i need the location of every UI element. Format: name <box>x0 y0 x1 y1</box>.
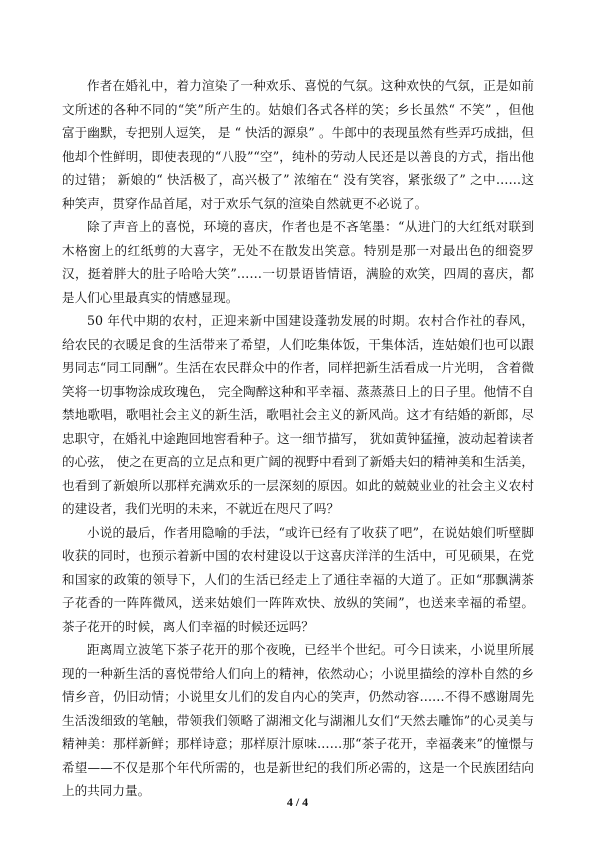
body-text <box>62 74 534 803</box>
paragraph-5: 距离周立波笔下茶子花开的那个夜晚，已经半个世纪。可今日读来，小说里所展现的一种新生活的喜悦带给人们向上的精神，依然动心；小说里描绘的淳朴自然的乡情乡音，仍旧动情；小说里女儿们的发自内心的笑声，仍然动容……不得不感谢周先生活泼细致的笔触，带领我们领略了湖湘文化与湖湘儿女们“天然去雕饰”的心灵美与精神美：那样新鲜；那样诗意；那样原汁原味……那“茶子花开，幸福袭来”的憧憬与希望——不仅是那个年代所需的，也是新世纪的我们所必需的，这是一个民族团结向上的共同力量。 <box>62 642 534 798</box>
page-number: 4 / 4 <box>286 795 309 809</box>
paragraph-4: 小说的最后，作者用隐喻的手法，“或许已经有了收获了吧”，在说姑娘们听壁脚收获的同时，也预示着新中国的农村建设以于这喜庆洋洋的生活中，可见硕果，在党和国家的政策的领导下，人们的生活已经走上了通往幸福的大道了。正如“那飘满茶子花香的一阵阵微风，送来姑娘们一阵阵欢快、放纵的笑闹”，也送来幸福的希望。茶子花开的时候，离人们幸福的时候还远吗？ <box>62 524 534 634</box>
paragraph-2: 除了声音上的喜悦，环境的喜庆，作者也是不吝笔墨：“从进门的大红纸对联到木格窗上的红纸剪的大喜字，无处不在散发出笑意。特别是那一对最出色的细瓷罗汉，挺着胖大的肚子哈哈大笑”……一切景语皆情语，满脸的欢笑，四周的喜庆，都是人们心里最真实的情感显现。 <box>62 219 534 305</box>
paragraph-3: 50 年代中期的农村，正迎来新中国建设蓬勃发展的时期。农村合作社的春风，给农民的衣暖足食的生活带来了希望，人们吃集体饭，干集体活，连姑娘们也可以跟男同志“同工同酬”。生活在农民群众中的作者，同样把新生活看成一片光明， 含着微笑将一切事物涂成玫瑰色， 完全陶醉这种和平幸福、蒸蒸蒸日上的日子里。他情不自禁地歌唱，歌唱社会主义的新生活，歌唱社会主义的新风尚。这才有结婚的新郎，尽忠职守，在婚礼中途跑回地窖看种子。这一细节描写， 犹如黄钟猛撞，波动起着读者的心弦， 使之在更高的立足点和更广阔的视野中看到了新婚夫妇的精神美和生活美，也看到了新娘所以那样充满欢乐的一层深刻的原因。如此的兢兢业业的社会主义农村的建设者，我们光明的未来，不就近在咫尺了吗？ <box>62 313 534 516</box>
paragraph-1: 作者在婚礼中，着力渲染了一种欢乐、喜悦的气氛。这种欢快的气氛，正是如前文所述的各种不同的“笑”所产生的。姑娘们各式各样的笑；乡长虽然“ 不笑” ，但他富于幽默，专把别人逗笑， 是 “ 快活的源泉” 。牛郎中的表现虽然有些弄巧成拙，但他却个性鲜明，即使表现的“八股”“空”，纯朴的劳动人民还是以善良的方式，指出他的过错； 新娘的“ 快活极了，高兴极了” 浓缩在“ 没有笑容，紧张级了” 之中……这种笑声，贯穿作品首尾，对于欢乐气氛的渲染自然就更不必说了。 <box>62 78 534 211</box>
